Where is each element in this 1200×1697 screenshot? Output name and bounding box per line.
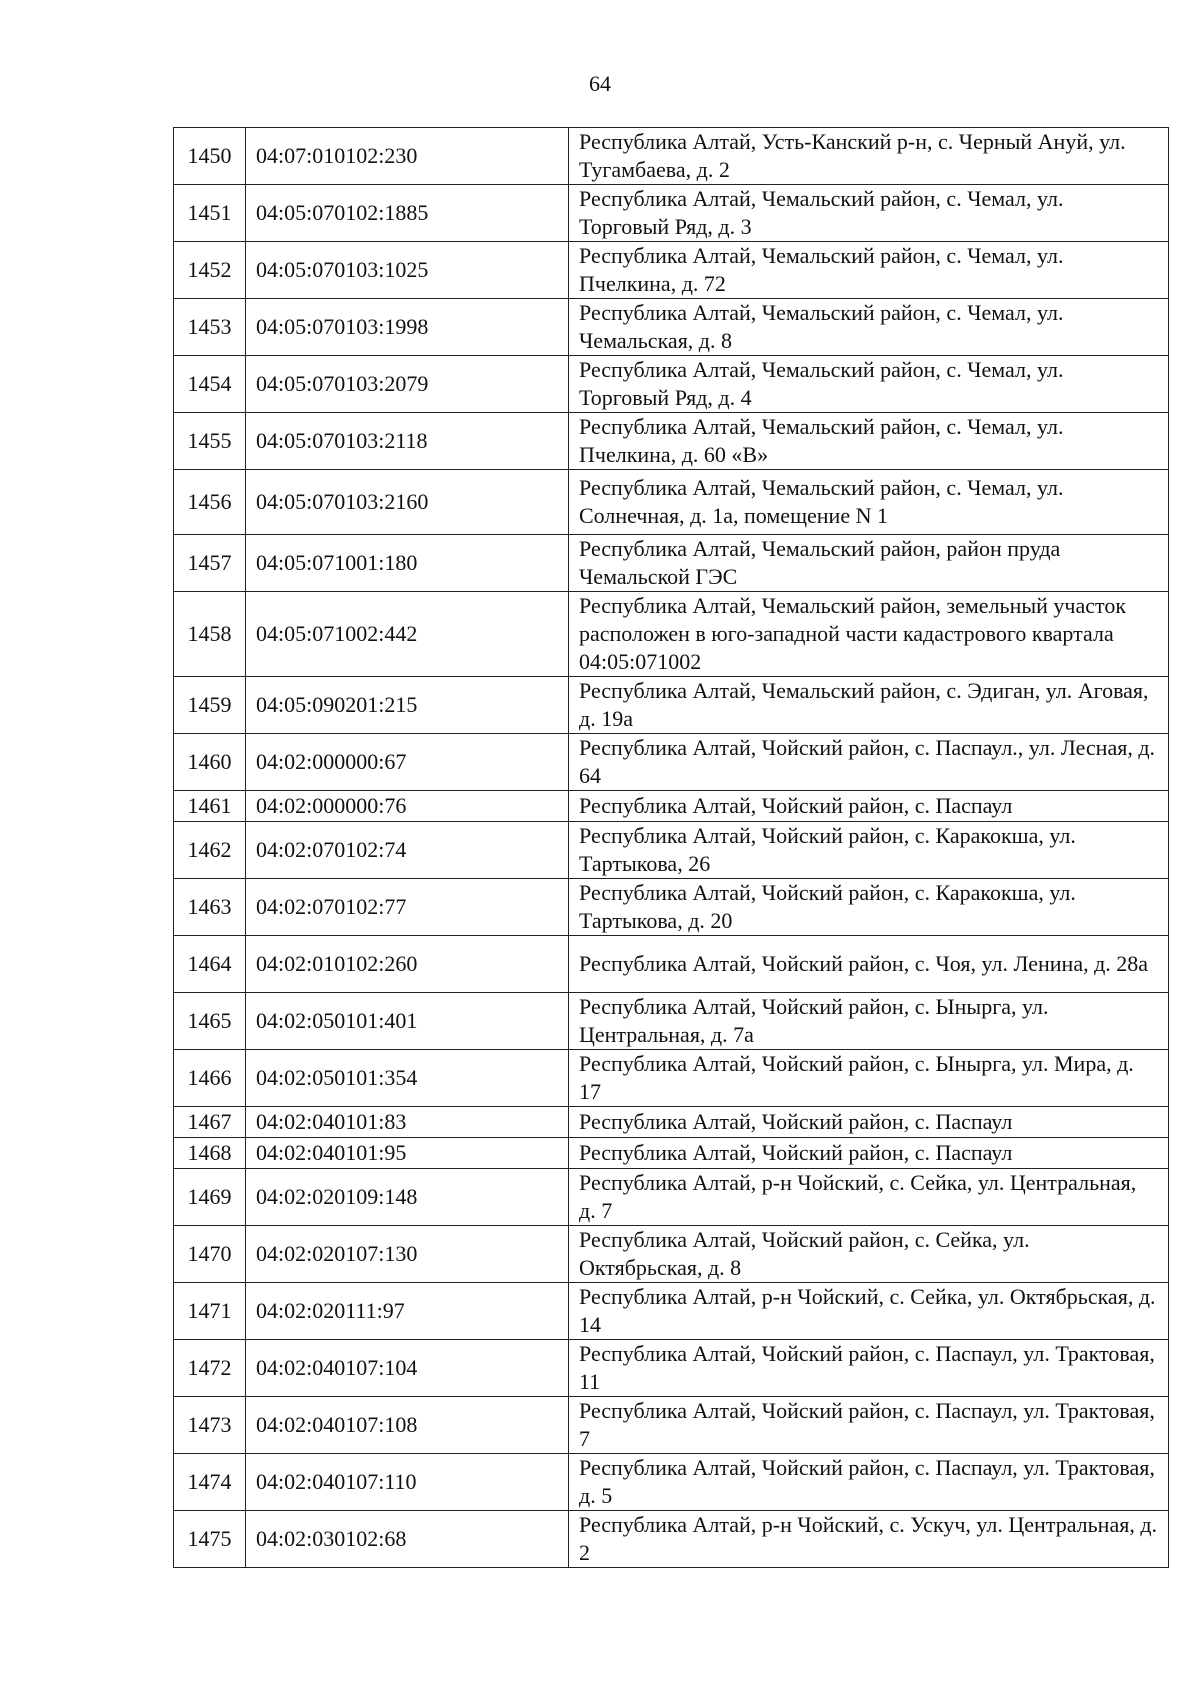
row-number-cell: 1453	[174, 299, 246, 356]
address-cell: Республика Алтай, Чемальский район, район пруда Чемальской ГЭС	[569, 535, 1169, 592]
row-number-cell: 1469	[174, 1169, 246, 1226]
cadastral-number-cell: 04:02:020109:148	[246, 1169, 569, 1226]
address-cell: Республика Алтай, Чойский район, с. Паспаул	[569, 1107, 1169, 1138]
address-cell: Республика Алтай, Чойский район, с. Паспаул, ул. Трактовая, 7	[569, 1397, 1169, 1454]
row-number-cell: 1458	[174, 592, 246, 677]
cadastral-number-cell: 04:02:030102:68	[246, 1511, 569, 1568]
address-cell: Республика Алтай, Чойский район, с. Сейка, ул. Октябрьская, д. 8	[569, 1226, 1169, 1283]
address-cell: Республика Алтай, Чойский район, с. Паспаул	[569, 1138, 1169, 1169]
table-body	[174, 128, 1169, 1568]
address-cell: Республика Алтай, Чемальский район, земельный участок расположен в юго-западной части кадастрового квартала 04:05:071002	[569, 592, 1169, 677]
row-number-cell: 1450	[174, 128, 246, 185]
address-cell: Республика Алтай, Усть-Канский р-н, с. Черный Ануй, ул. Тугамбаева, д. 2	[569, 128, 1169, 185]
table-row	[174, 1050, 1169, 1107]
table-row	[174, 128, 1169, 185]
table-row	[174, 1169, 1169, 1226]
row-number-cell: 1470	[174, 1226, 246, 1283]
address-cell: Республика Алтай, Чойский район, с. Чоя, ул. Ленина, д. 28а	[569, 936, 1169, 993]
cadastral-number-cell: 04:05:070103:1998	[246, 299, 569, 356]
cadastral-number-cell: 04:02:040101:95	[246, 1138, 569, 1169]
cadastral-number-cell: 04:05:070102:1885	[246, 185, 569, 242]
row-number-cell: 1455	[174, 413, 246, 470]
row-number-cell: 1473	[174, 1397, 246, 1454]
cadastral-number-cell: 04:02:020107:130	[246, 1226, 569, 1283]
cadastral-number-cell: 04:02:000000:67	[246, 734, 569, 791]
page-number: 64	[589, 71, 611, 96]
address-cell: Республика Алтай, Чемальский район, с. Чемал, ул. Пчелкина, д. 72	[569, 242, 1169, 299]
row-number-cell: 1475	[174, 1511, 246, 1568]
row-number-cell: 1474	[174, 1454, 246, 1511]
row-number-cell: 1463	[174, 879, 246, 936]
table-row	[174, 1107, 1169, 1138]
table-row	[174, 993, 1169, 1050]
address-cell: Республика Алтай, Чемальский район, с. Чемал, ул. Пчелкина, д. 60 «В»	[569, 413, 1169, 470]
address-cell: Республика Алтай, Чойский район, с. Паспаул., ул. Лесная, д. 64	[569, 734, 1169, 791]
cadastral-number-cell: 04:05:070103:2160	[246, 470, 569, 535]
address-cell: Республика Алтай, Чойский район, с. Каракокша, ул. Тартыкова, д. 20	[569, 879, 1169, 936]
cadastral-number-cell: 04:05:071001:180	[246, 535, 569, 592]
address-cell: Республика Алтай, р-н Чойский, с. Сейка, ул. Октябрьская, д. 14	[569, 1283, 1169, 1340]
cadastral-number-cell: 04:02:010102:260	[246, 936, 569, 993]
address-cell: Республика Алтай, Чойский район, с. Паспаул, ул. Трактовая, 11	[569, 1340, 1169, 1397]
row-number-cell: 1461	[174, 791, 246, 822]
cadastral-number-cell: 04:05:090201:215	[246, 677, 569, 734]
row-number-cell: 1456	[174, 470, 246, 535]
row-number-cell: 1462	[174, 822, 246, 879]
row-number-cell: 1471	[174, 1283, 246, 1340]
address-cell: Республика Алтай, Чемальский район, с. Чемал, ул. Торговый Ряд, д. 4	[569, 356, 1169, 413]
cadastral-number-cell: 04:02:040101:83	[246, 1107, 569, 1138]
row-number-cell: 1467	[174, 1107, 246, 1138]
table-row	[174, 356, 1169, 413]
table-row	[174, 1511, 1169, 1568]
table-row	[174, 734, 1169, 791]
cadastral-number-cell: 04:05:070103:1025	[246, 242, 569, 299]
table-row	[174, 1226, 1169, 1283]
address-cell: Республика Алтай, Чемальский район, с. Чемал, ул. Торговый Ряд, д. 3	[569, 185, 1169, 242]
address-cell: Республика Алтай, Чойский район, с. Каракокша, ул. Тартыкова, 26	[569, 822, 1169, 879]
cadastral-number-cell: 04:02:000000:76	[246, 791, 569, 822]
cadastral-number-cell: 04:02:050101:401	[246, 993, 569, 1050]
address-cell: Республика Алтай, р-н Чойский, с. Ускуч, ул. Центральная, д. 2	[569, 1511, 1169, 1568]
row-number-cell: 1452	[174, 242, 246, 299]
table-row	[174, 592, 1169, 677]
row-number-cell: 1465	[174, 993, 246, 1050]
table-row	[174, 413, 1169, 470]
row-number-cell: 1466	[174, 1050, 246, 1107]
row-number-cell: 1472	[174, 1340, 246, 1397]
address-cell: Республика Алтай, Чойский район, с. Паспаул	[569, 791, 1169, 822]
row-number-cell: 1459	[174, 677, 246, 734]
table-row	[174, 1397, 1169, 1454]
cadastral-number-cell: 04:02:020111:97	[246, 1283, 569, 1340]
table-row	[174, 299, 1169, 356]
address-cell: Республика Алтай, Чемальский район, с. Чемал, ул. Солнечная, д. 1а, помещение N 1	[569, 470, 1169, 535]
table-row	[174, 791, 1169, 822]
table-row	[174, 879, 1169, 936]
table-row	[174, 185, 1169, 242]
row-number-cell: 1451	[174, 185, 246, 242]
table-row	[174, 1283, 1169, 1340]
table-row	[174, 1340, 1169, 1397]
cadastral-number-cell: 04:02:040107:108	[246, 1397, 569, 1454]
table-row	[174, 1138, 1169, 1169]
cadastral-number-cell: 04:05:070103:2118	[246, 413, 569, 470]
cadastral-number-cell: 04:02:070102:74	[246, 822, 569, 879]
property-table-container	[173, 127, 1168, 1568]
cadastral-number-cell: 04:02:050101:354	[246, 1050, 569, 1107]
table-row	[174, 535, 1169, 592]
address-cell: Республика Алтай, Чойский район, с. Ынырга, ул. Центральная, д. 7а	[569, 993, 1169, 1050]
cadastral-number-cell: 04:05:070103:2079	[246, 356, 569, 413]
row-number-cell: 1464	[174, 936, 246, 993]
table-row	[174, 677, 1169, 734]
address-cell: Республика Алтай, Чойский район, с. Ынырга, ул. Мира, д. 17	[569, 1050, 1169, 1107]
cadastral-number-cell: 04:02:040107:110	[246, 1454, 569, 1511]
cadastral-number-cell: 04:05:071002:442	[246, 592, 569, 677]
table-row	[174, 822, 1169, 879]
table-row	[174, 1454, 1169, 1511]
row-number-cell: 1454	[174, 356, 246, 413]
table-row	[174, 470, 1169, 535]
table-row	[174, 242, 1169, 299]
row-number-cell: 1468	[174, 1138, 246, 1169]
address-cell: Республика Алтай, р-н Чойский, с. Сейка, ул. Центральная, д. 7	[569, 1169, 1169, 1226]
table-row	[174, 936, 1169, 993]
row-number-cell: 1457	[174, 535, 246, 592]
property-table	[173, 127, 1169, 1568]
address-cell: Республика Алтай, Чемальский район, с. Чемал, ул. Чемальская, д. 8	[569, 299, 1169, 356]
cadastral-number-cell: 04:07:010102:230	[246, 128, 569, 185]
cadastral-number-cell: 04:02:070102:77	[246, 879, 569, 936]
cadastral-number-cell: 04:02:040107:104	[246, 1340, 569, 1397]
address-cell: Республика Алтай, Чемальский район, с. Эдиган, ул. Аговая, д. 19а	[569, 677, 1169, 734]
address-cell: Республика Алтай, Чойский район, с. Паспаул, ул. Трактовая, д. 5	[569, 1454, 1169, 1511]
row-number-cell: 1460	[174, 734, 246, 791]
